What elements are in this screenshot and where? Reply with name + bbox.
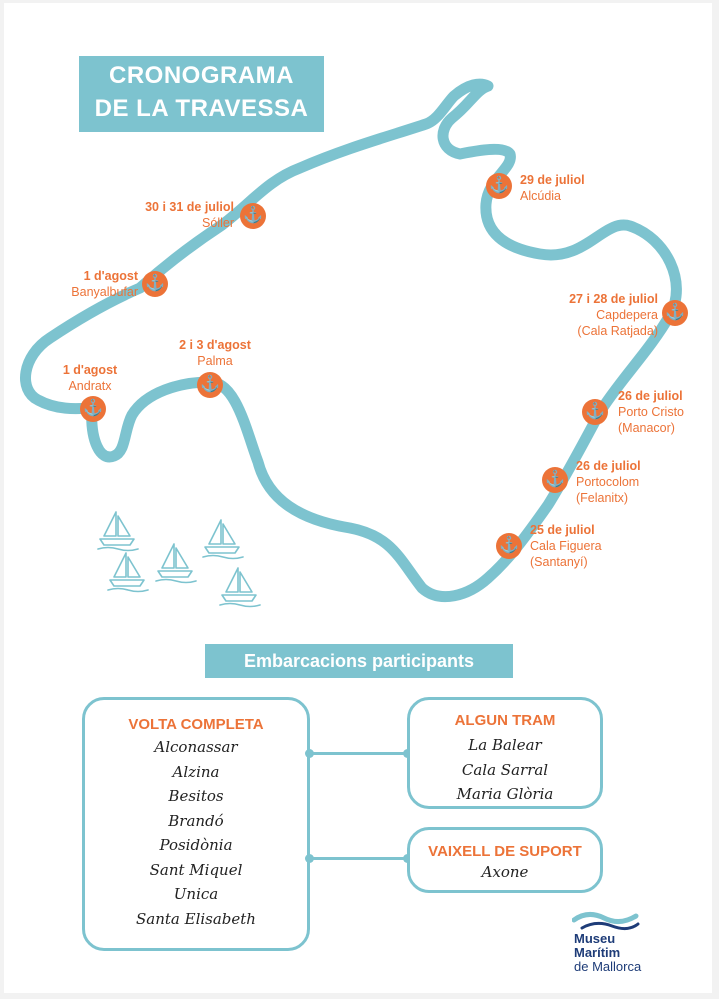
title-line-2: DE LA TRAVESSA xyxy=(94,95,309,122)
stop-date: 26 de juliol xyxy=(576,459,641,473)
sailboat-icon xyxy=(98,512,138,551)
vaixell-suport-box xyxy=(407,827,603,893)
boat-name: Sant Miquel xyxy=(149,860,243,879)
anchor-icon: ⚓ xyxy=(486,173,512,199)
stop-place-detail: (Manacor) xyxy=(618,421,675,435)
vaixell-suport-heading: VAIXELL DE SUPORT xyxy=(428,843,582,860)
sailboat-icon xyxy=(108,553,148,592)
algun-tram-box xyxy=(407,697,603,809)
stop-date: 1 d'agost xyxy=(62,363,118,377)
anchor-icon: ⚓ xyxy=(240,203,266,229)
stop-place: Palma xyxy=(197,354,233,368)
logo-line-1: Museu xyxy=(574,931,616,946)
museum-logo-text xyxy=(574,932,641,974)
stop-date: 1 d'agost xyxy=(83,269,138,283)
stop-place: Capdepera xyxy=(596,308,658,322)
stop-date: 26 de juliol xyxy=(618,389,683,403)
stop-date: 27 i 28 de juliol xyxy=(569,292,658,306)
logo-line-2: Marítim xyxy=(574,945,621,960)
stop-place: Banyalbufar xyxy=(71,285,138,299)
stop-date: 29 de juliol xyxy=(520,173,585,187)
connector-line xyxy=(310,857,408,860)
anchor-icon: ⚓ xyxy=(80,396,106,422)
boat-name: Besitos xyxy=(168,787,224,805)
stop-date: 30 i 31 de juliol xyxy=(145,200,234,214)
stop-place: Portocolom xyxy=(576,475,640,489)
boat-name: Alzina xyxy=(172,762,220,781)
volta-completa-box xyxy=(82,697,310,951)
boat-name: Cala Sarral xyxy=(461,760,549,779)
anchor-icon: ⚓ xyxy=(142,271,168,297)
sailboat-icon xyxy=(156,544,196,583)
anchor-icon: ⚓ xyxy=(542,467,568,493)
connector-line xyxy=(310,752,408,755)
boat-name: Unica xyxy=(173,885,219,903)
anchor-icon: ⚓ xyxy=(582,399,608,425)
stop-date: 25 de juliol xyxy=(530,523,595,537)
stop-place: Porto Cristo xyxy=(618,405,684,419)
stop-place-detail: (Santanyí) xyxy=(530,555,588,569)
boat-name: Alconassar xyxy=(154,738,238,756)
stop-place: Andratx xyxy=(68,379,112,393)
volta-completa-heading: VOLTA COMPLETA xyxy=(128,716,264,733)
boat-name: Axone xyxy=(481,863,529,881)
section-title: Embarcacions participants xyxy=(205,644,513,678)
anchor-icon: ⚓ xyxy=(197,372,223,398)
logo-line-3: de Mallorca xyxy=(574,959,642,974)
stop-place: Sóller xyxy=(202,216,234,230)
sailboat-icon xyxy=(220,568,260,607)
boat-name: Brandó xyxy=(168,811,224,830)
stop-place-detail: (Cala Ratjada) xyxy=(577,324,658,338)
title-line-1: CRONOGRAMA xyxy=(109,62,294,89)
anchor-icon: ⚓ xyxy=(496,533,522,559)
connector-dot xyxy=(305,854,314,863)
stop-place: Alcúdia xyxy=(520,189,561,203)
boat-name: La Balear xyxy=(468,736,542,754)
connector-dot xyxy=(305,749,314,758)
anchor-icon: ⚓ xyxy=(662,300,688,326)
boat-name: Maria Glòria xyxy=(456,785,554,803)
stop-place-detail: (Felanitx) xyxy=(576,491,629,505)
boat-name: Posidònia xyxy=(159,836,233,854)
museum-logo-wave xyxy=(572,910,642,932)
boat-name: Santa Elisabeth xyxy=(136,909,256,928)
algun-tram-heading: ALGUN TRAM xyxy=(454,712,556,729)
stop-date: 2 i 3 d'agost xyxy=(179,338,251,352)
sailboat-icon xyxy=(203,520,243,559)
stop-place: Cala Figuera xyxy=(530,539,602,553)
